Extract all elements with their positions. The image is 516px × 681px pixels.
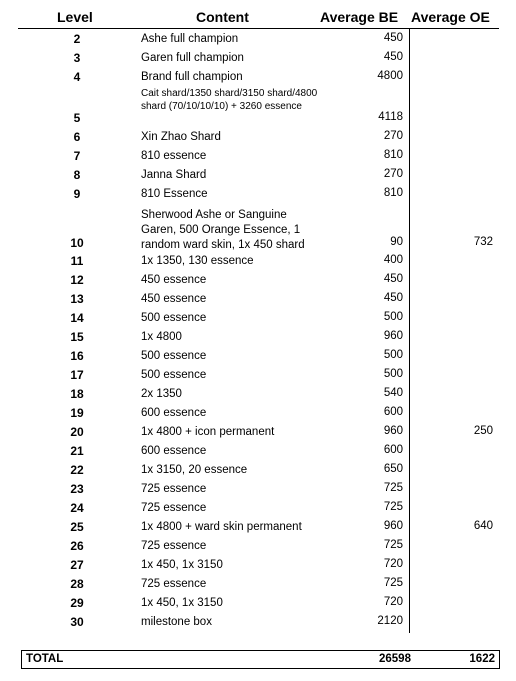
average-be-cell: 270 (383, 168, 403, 180)
average-be-cell: 400 (383, 254, 403, 266)
content-cell: 450 essence (141, 274, 207, 286)
level-cell: 30 (70, 615, 84, 629)
header-divider (18, 28, 499, 29)
header-level: Level (57, 9, 93, 25)
average-be-cell: 720 (383, 596, 403, 608)
level-cell: 6 (73, 130, 81, 144)
content-cell: 2x 1350 (141, 388, 182, 400)
level-cell: 7 (73, 149, 81, 163)
content-cell: 1x 450, 1x 3150 (141, 559, 223, 571)
content-cell: 810 essence (141, 150, 207, 162)
average-oe-cell: 250 (473, 425, 493, 437)
level-cell: 19 (70, 406, 84, 420)
level-cell: 5 (73, 111, 81, 125)
level-cell: 20 (70, 425, 84, 439)
content-cell: 500 essence (141, 312, 207, 324)
average-be-cell: 650 (383, 463, 403, 475)
average-be-cell: 450 (383, 32, 403, 44)
level-cell: 9 (73, 187, 81, 201)
average-be-cell: 600 (383, 444, 403, 456)
average-be-cell: 270 (383, 130, 403, 142)
level-cell: 13 (70, 292, 84, 306)
content-cell: 450 essence (141, 293, 207, 305)
average-be-cell: 2120 (377, 615, 403, 627)
average-be-cell: 725 (383, 501, 403, 513)
average-oe-cell: 640 (473, 520, 493, 532)
level-cell: 12 (70, 273, 84, 287)
level-cell: 23 (70, 482, 84, 496)
content-cell: Xin Zhao Shard (141, 131, 221, 143)
average-be-cell: 960 (383, 330, 403, 342)
content-cell: 600 essence (141, 407, 207, 419)
average-be-cell: 450 (383, 273, 403, 285)
level-cell: 14 (70, 311, 84, 325)
content-cell: 1x 450, 1x 3150 (141, 597, 223, 609)
level-cell: 10 (70, 236, 84, 250)
content-cell: 725 essence (141, 540, 207, 552)
total-oe: 1622 (469, 653, 495, 665)
level-cell: 22 (70, 463, 84, 477)
content-cell: 1x 3150, 20 essence (141, 464, 248, 476)
level-cell: 4 (73, 70, 81, 84)
column-divider (409, 29, 410, 633)
level-cell: 11 (70, 254, 84, 268)
average-be-cell: 960 (383, 425, 403, 437)
content-cell: 1x 4800 + ward skin permanent (141, 521, 302, 533)
average-be-cell: 500 (383, 349, 403, 361)
content-cell: Garen full champion (141, 52, 244, 64)
level-cell: 26 (70, 539, 84, 553)
level-cell: 25 (70, 520, 84, 534)
level-cell: 17 (70, 368, 84, 382)
average-be-cell: 720 (383, 558, 403, 570)
content-cell: milestone box (141, 616, 212, 628)
level-cell: 18 (70, 387, 84, 401)
total-be: 26598 (379, 653, 411, 665)
content-cell: 1x 1350, 130 essence (141, 255, 254, 267)
average-be-cell: 725 (383, 577, 403, 589)
content-cell: Janna Shard (141, 169, 207, 181)
total-label: TOTAL (26, 653, 64, 665)
content-cell: 810 Essence (141, 188, 208, 200)
content-cell: 1x 4800 + icon permanent (141, 426, 275, 438)
level-cell: 24 (70, 501, 84, 515)
level-cell: 8 (73, 168, 81, 182)
content-cell: 500 essence (141, 369, 207, 381)
level-cell: 2 (73, 32, 81, 46)
content-cell: Brand full champion (141, 71, 243, 83)
level-cell: 27 (70, 558, 84, 572)
level-cell: 15 (70, 330, 84, 344)
content-cell: 1x 4800 (141, 331, 182, 343)
average-be-cell: 540 (383, 387, 403, 399)
level-cell: 28 (70, 577, 84, 591)
level-cell: 29 (70, 596, 84, 610)
average-be-cell: 500 (383, 311, 403, 323)
level-cell: 21 (70, 444, 84, 458)
total-row (21, 650, 500, 669)
header-average-be: Average BE (320, 9, 399, 25)
content-cell: 725 essence (141, 483, 207, 495)
header-average-oe: Average OE (411, 9, 490, 25)
average-be-cell: 90 (390, 236, 403, 248)
average-be-cell: 725 (383, 539, 403, 551)
average-be-cell: 960 (383, 520, 403, 532)
average-be-cell: 810 (383, 187, 403, 199)
content-cell: 600 essence (141, 445, 207, 457)
average-be-cell: 725 (383, 482, 403, 494)
content-cell: 725 essence (141, 502, 207, 514)
level-cell: 16 (70, 349, 84, 363)
content-cell: Ashe full champion (141, 33, 239, 45)
content-cell: Sherwood Ashe or Sanguine Garen, 500 Orange Essence, 1 random ward skin, 1x 450 shard (141, 209, 305, 251)
average-be-cell: 600 (383, 406, 403, 418)
level-cell: 3 (73, 51, 81, 65)
average-oe-cell: 732 (473, 236, 493, 248)
content-cell: 500 essence (141, 350, 207, 362)
average-be-cell: 4800 (377, 70, 403, 82)
average-be-cell: 500 (383, 368, 403, 380)
header-content: Content (196, 9, 249, 25)
average-be-cell: 450 (383, 292, 403, 304)
content-cell: 725 essence (141, 578, 207, 590)
average-be-cell: 4118 (378, 111, 403, 123)
content-cell: Cait shard/1350 shard/3150 shard/4800 shard (70/10/10/10) + 3260 essence (141, 88, 318, 112)
average-be-cell: 450 (383, 51, 403, 63)
average-be-cell: 810 (383, 149, 403, 161)
